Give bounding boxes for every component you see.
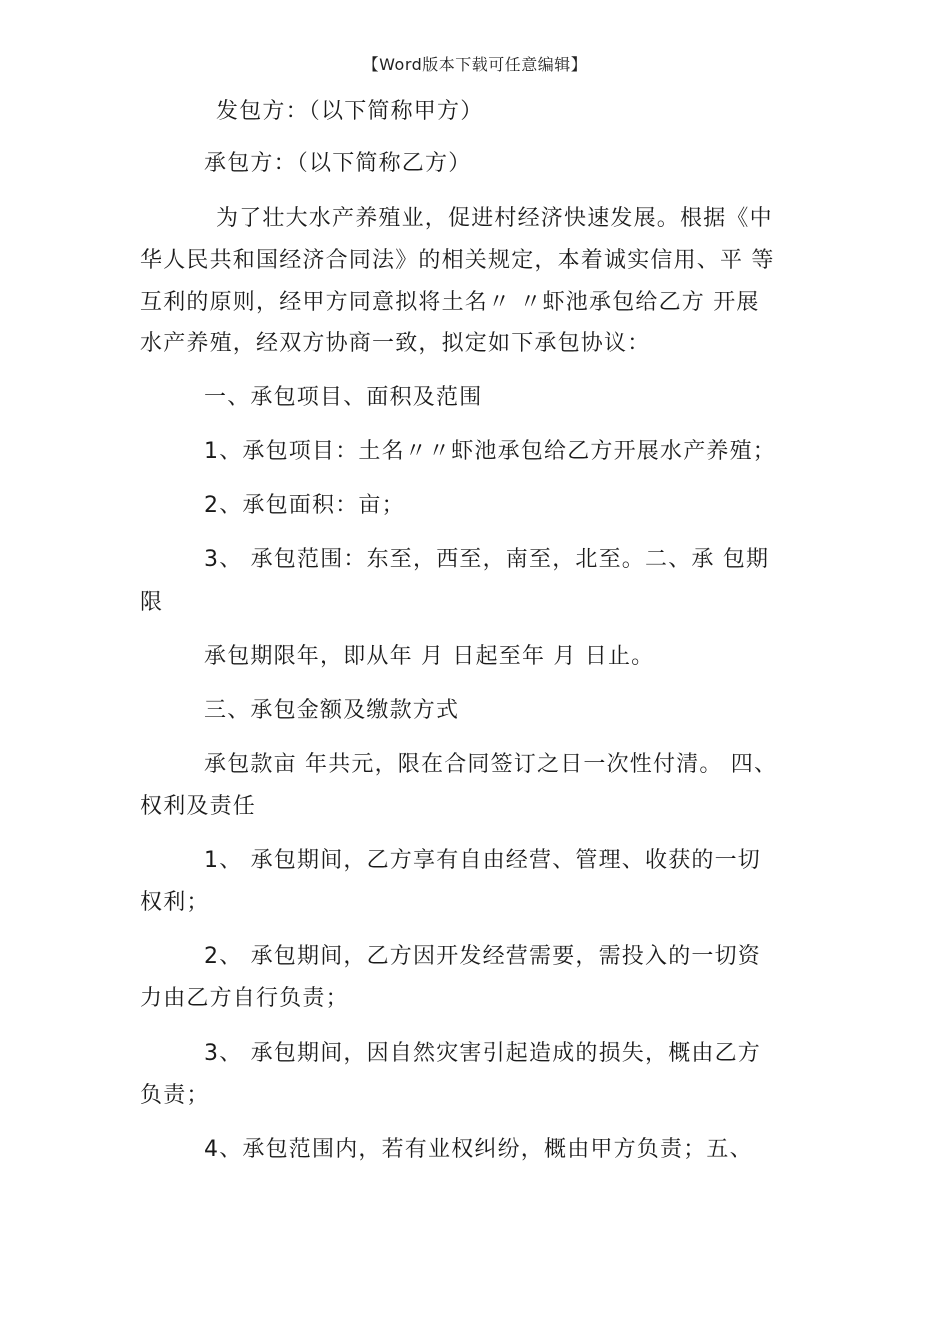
payment-line-1: 承包款亩 年共元，限在合同签订之日一次性付清。 四、 — [204, 752, 778, 777]
download-note: 【Word版本下载可任意编辑】 — [362, 55, 588, 74]
term-line: 承包期限年，即从年 月 日起至年 月 日止。 — [204, 644, 655, 669]
section-3-heading: 三、承包金额及缴款方式 — [204, 698, 460, 723]
clause-4-3-line-1: 3、 承包期间，因自然灾害引起造成的损失，概由乙方 — [204, 1041, 761, 1066]
clause-4-2-line-1: 2、 承包期间，乙方因开发经营需要，需投入的一切资 — [204, 944, 761, 969]
preamble-line-4: 水产养殖，经双方协商一致，拟定如下承包协议： — [140, 331, 651, 356]
section-1-heading: 一、承包项目、面积及范围 — [204, 385, 483, 410]
preamble-line-1: 为了壮大水产养殖业，促进村经济快速发展。根据《中 — [216, 206, 773, 231]
clause-1-2: 2、承包面积：亩； — [204, 493, 405, 518]
clause-4-2-line-2: 力由乙方自行负责； — [140, 986, 349, 1011]
clause-4-3-line-2: 负责； — [140, 1083, 210, 1108]
preamble-line-2: 华人民共和国经济合同法》的相关规定，本着诚实信用、平 等 — [140, 248, 775, 273]
clause-1-3-line-2: 限 — [140, 590, 164, 615]
clause-1-3-line-1: 3、 承包范围：东至，西至，南至，北至。二、承 包期 — [204, 547, 770, 572]
clause-4-4: 4、承包范围内，若有业权纠纷，概由甲方负责；五、 — [204, 1137, 753, 1162]
payment-line-2: 权利及责任 — [140, 794, 257, 819]
clause-4-1-line-2: 权利； — [140, 890, 210, 915]
party-a-line: 发包方：（以下简称甲方） — [216, 99, 484, 124]
party-b-line: 承包方：（以下简称乙方） — [204, 151, 472, 176]
clause-4-1-line-1: 1、 承包期间，乙方享有自由经营、管理、收获的一切 — [204, 848, 761, 873]
preamble-line-3: 互利的原则，经甲方同意拟将土名〃 〃虾池承包给乙方 开展 — [140, 290, 760, 315]
clause-1-1: 1、承包项目：土名〃〃虾池承包给乙方开展水产养殖； — [204, 439, 776, 464]
